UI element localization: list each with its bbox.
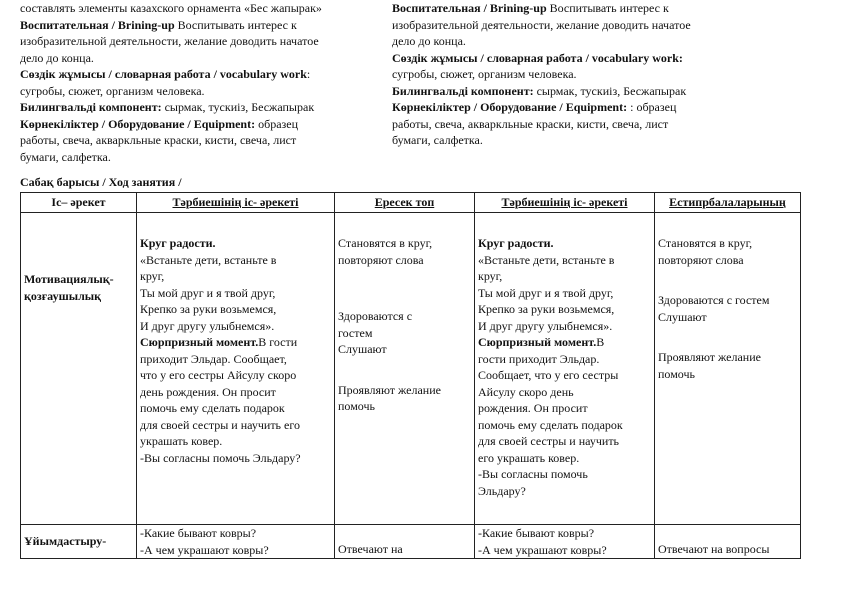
circle-title: Круг радости. — [140, 236, 216, 250]
poem-line: Крепко за руки возьмемся, — [140, 302, 277, 316]
left-intro — [20, 0, 382, 165]
upbringing-text: изобразительной деятельности, желание доводить начатое — [20, 34, 319, 48]
header-teacher-right: Тәрбиешінің іс- әрекеті — [475, 193, 655, 213]
stage-organizational: Ұйымдастыру- — [21, 525, 137, 559]
equipment: Көрнекіліктер / Оборудование / Equipment: : образец — [392, 100, 677, 114]
surprise-line: рождения. Он просит — [478, 401, 588, 415]
surprise-moment: Сюрпризный момент.В — [478, 335, 605, 349]
children-line: помочь — [658, 366, 695, 381]
teacher-activity-right — [475, 213, 655, 525]
header-children-right: Естипрбалаларының — [655, 193, 801, 213]
children-line: Здороваются с — [338, 309, 413, 323]
children-activity-left — [335, 213, 475, 525]
equipment-text: работы, свеча, акваркльные краски, кисти, свеча, лист — [20, 133, 297, 147]
poem-line: Крепко за руки возьмемся, — [478, 302, 615, 316]
vocabulary-label: Сөздік жұмысы / словарная работа / vocabulary work: — [20, 67, 311, 81]
right-intro — [392, 0, 792, 149]
header-activity: Іс– әрекет — [21, 193, 137, 213]
children-line: Слушают — [338, 342, 387, 356]
surprise-line: гости приходит Эльдар. — [478, 351, 600, 366]
surprise-line: для своей сестры и научить его — [140, 417, 300, 432]
upbringing-text: изобразительной деятельности, желание доводить начатое — [392, 17, 691, 32]
poem-line: Ты мой друг и я твой друг, — [140, 285, 276, 300]
surprise-line: помочь ему сделать подарок — [478, 417, 623, 432]
stage-motivational: Мотивациялық-қозғаушылық — [21, 213, 137, 525]
question-line: -А чем украшают ковры? — [478, 542, 607, 557]
children-activity-right — [655, 525, 801, 559]
surprise-line: что у его сестры Айсулу скоро — [140, 368, 297, 382]
table-row — [21, 213, 801, 525]
upbringing-text: дело до конца. — [392, 34, 466, 48]
equipment-text: работы, свеча, акваркльные краски, кисти, свеча, лист — [392, 116, 669, 131]
children-line: повторяют слова — [338, 252, 424, 267]
surprise-line: -Вы согласны помочь Эльдару? — [140, 450, 301, 465]
surprise-line: Эльдару? — [478, 483, 526, 498]
poem-line: «Встаньте дети, встаньте в — [478, 252, 615, 267]
surprise-line: для своей сестры и научить — [478, 434, 620, 448]
table-header-row — [21, 193, 801, 213]
vocabulary-text: сугробы, сюжет, организм человека. — [392, 67, 577, 81]
children-line: Проявляют желание — [658, 350, 761, 364]
surprise-line: его украшать ковер. — [478, 450, 580, 465]
circle-title: Круг радости. — [478, 236, 554, 250]
bilingual-component: Билингвальді компонент: сырмак, тускиіз, Бесжапырак — [20, 100, 315, 114]
poem-line: круг, — [478, 269, 503, 283]
teacher-activity-left — [137, 525, 335, 559]
header-teacher-left: Тәрбиешінің іс- әрекеті — [137, 193, 335, 213]
question-line: -А чем украшают ковры? — [140, 542, 269, 557]
surprise-line: день рождения. Он просит — [140, 384, 276, 399]
poem-line: Ты мой друг и я твой друг, — [478, 285, 614, 300]
header-senior-group: Ересек топ — [335, 193, 475, 213]
upbringing-goal: Воспитательная / Brining-up Воспитывать интерес к — [20, 17, 297, 32]
vocabulary-text: сугробы, сюжет, организм человека. — [20, 83, 205, 98]
children-line: гостем — [338, 325, 373, 340]
children-line: Отвечают на — [338, 542, 403, 556]
surprise-moment: Сюрпризный момент.В гости — [140, 335, 298, 349]
lesson-table — [20, 192, 801, 559]
surprise-line: помочь ему сделать подарок — [140, 401, 285, 415]
lesson-heading: Сабақ барысы / Ход занятия / — [20, 175, 182, 189]
surprise-line: приходит Эльдар. Сообщает, — [140, 351, 287, 366]
children-line: Отвечают на вопросы — [658, 542, 770, 556]
poem-line: И друг другу улыбнемся». — [140, 318, 275, 333]
equipment-text: бумаги, салфетка. — [392, 133, 483, 147]
equipment: Көрнекіліктер / Оборудование / Equipment: образец — [20, 116, 299, 131]
table-row — [21, 525, 801, 559]
surprise-line: -Вы согласны помочь — [478, 467, 588, 481]
upbringing-goal: Воспитательная / Brining-up Воспитывать интерес к — [392, 1, 669, 15]
children-line: Становятся в круг, — [658, 236, 753, 250]
teacher-activity-right — [475, 525, 655, 559]
children-line: Слушают — [658, 309, 707, 324]
children-line: Становятся в круг, — [338, 236, 433, 250]
children-activity-left — [335, 525, 475, 559]
surprise-line: украшать ковер. — [140, 434, 223, 448]
question-line: -Какие бывают ковры? — [140, 526, 257, 540]
question-line: -Какие бывают ковры? — [478, 526, 595, 540]
surprise-line: Айсулу скоро день — [478, 384, 574, 399]
children-activity-right — [655, 213, 801, 525]
children-line: помочь — [338, 399, 375, 413]
poem-line: И друг другу улыбнемся». — [478, 318, 613, 333]
equipment-text: бумаги, салфетка. — [20, 149, 111, 164]
children-line: Проявляют желание — [338, 382, 441, 397]
bilingual-component: Билингвальді компонент: сырмак, тускиіз, Бесжапырак — [392, 83, 687, 98]
children-line: Здороваются с гостем — [658, 293, 770, 307]
teacher-activity-left — [137, 213, 335, 525]
poem-line: круг, — [140, 269, 165, 283]
upbringing-text: дело до конца. — [20, 50, 94, 65]
poem-line: «Встаньте дети, встаньте в — [140, 252, 277, 267]
surprise-line: Сообщает, что у его сестры — [478, 368, 619, 382]
intro-line: составлять элементы казахского орнамента «Бес жапырак» — [20, 1, 322, 15]
vocabulary-label: Сөздік жұмысы / словарная работа / vocabulary work: — [392, 50, 683, 65]
children-line: повторяют слова — [658, 252, 744, 267]
